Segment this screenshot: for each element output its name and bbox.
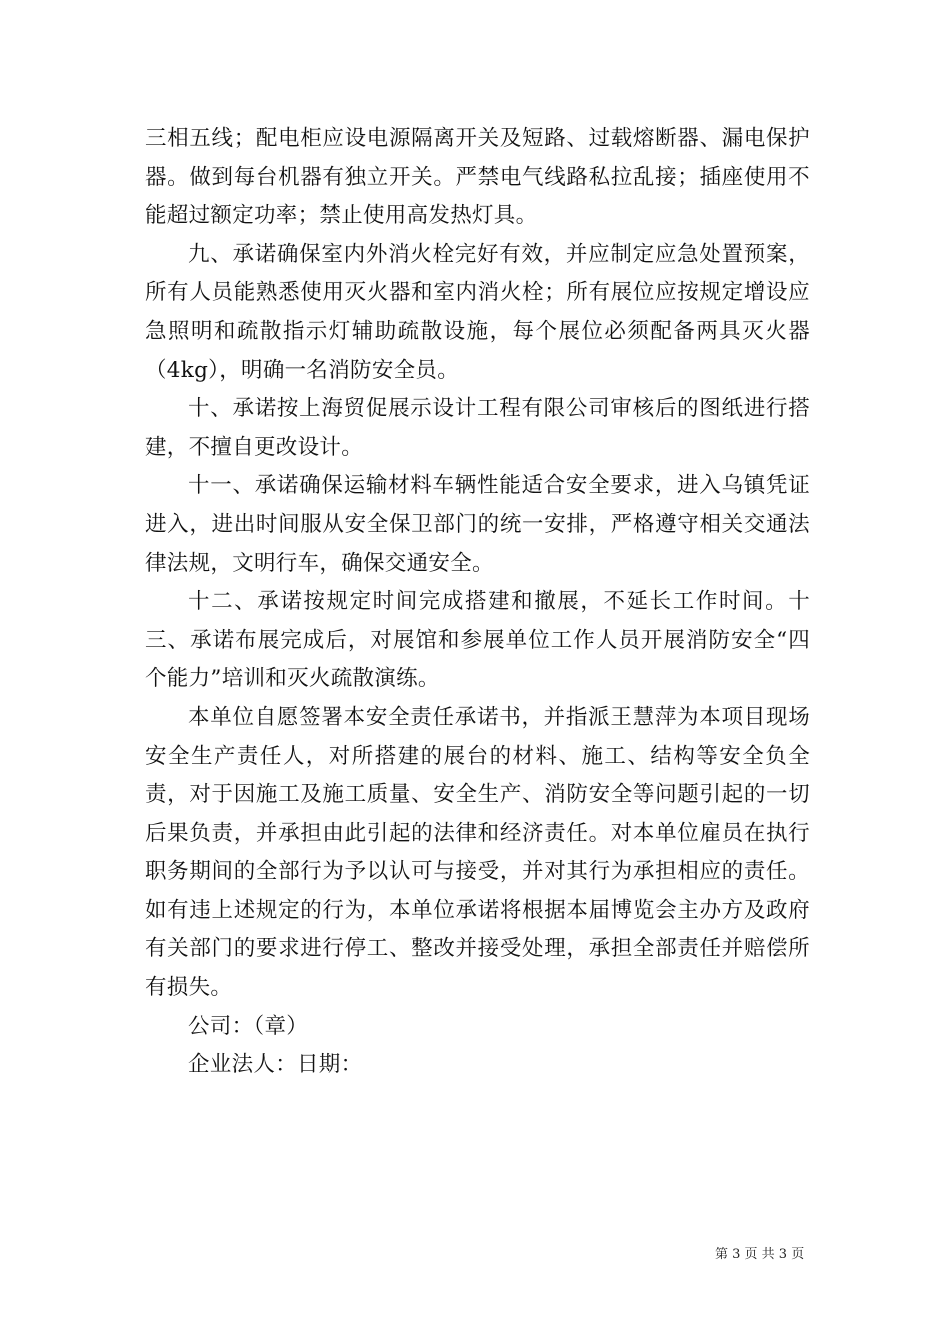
paragraph-continuation: 三相五线；配电柜应设电源隔离开关及短路、过载熔断器、漏电保护器。做到每台机器有独立开关。严禁电气线路私拉乱接；插座使用不能超过额定功率；禁止使用高发热灯具。 (145, 126, 810, 229)
signature-legal-rep-date: 企业法人：日期： (188, 1052, 363, 1078)
paragraph-clause-9: 九、承诺确保室内外消火栓完好有效，并应制定应急处置预案，所有人员能熟悉使用灭火器和室内消火栓；所有展位应按规定增设应急照明和疏散指示灯辅助疏散设施，每个展位必须配备两具灭火器（4kg），明确一名消防安全员。 (145, 241, 810, 383)
signature-company: 公司：（章） (188, 1013, 309, 1039)
paragraph-clause-12-13: 十二、承诺按规定时间完成搭建和撤展，不延长工作时间。十三、承诺布展完成后，对展馆和参展单位工作人员开展消防安全“四个能力”培训和灭火疏散演练。 (145, 589, 810, 692)
document-body (145, 120, 810, 1085)
page-number-footer: 第 3 页 共 3 页 (715, 1247, 805, 1262)
paragraph-declaration: 本单位自愿签署本安全责任承诺书，并指派王慧萍为本项目现场安全生产责任人，对所搭建的展台的材料、施工、结构等安全负全责，对于因施工及施工质量、安全生产、消防安全等问题引起的一切后果负责，并承担由此引起的法律和经济责任。对本单位雇员在执行职务期间的全部行为予以认可与接受，并对其行为承担相应的责任。如有违上述规定的行为，本单位承诺将根据本届博览会主办方及政府有关部门的要求进行停工、整改并接受处理，承担全部责任并赔偿所有损失。 (145, 704, 810, 1001)
paragraph-clause-11: 十一、承诺确保运输材料车辆性能适合安全要求，进入乌镇凭证进入，进出时间服从安全保卫部门的统一安排，严格遵守相关交通法律法规，文明行车，确保交通安全。 (145, 473, 810, 576)
paragraph-clause-10: 十、承诺按上海贸促展示设计工程有限公司审核后的图纸进行搭建，不擅自更改设计。 (145, 396, 810, 460)
